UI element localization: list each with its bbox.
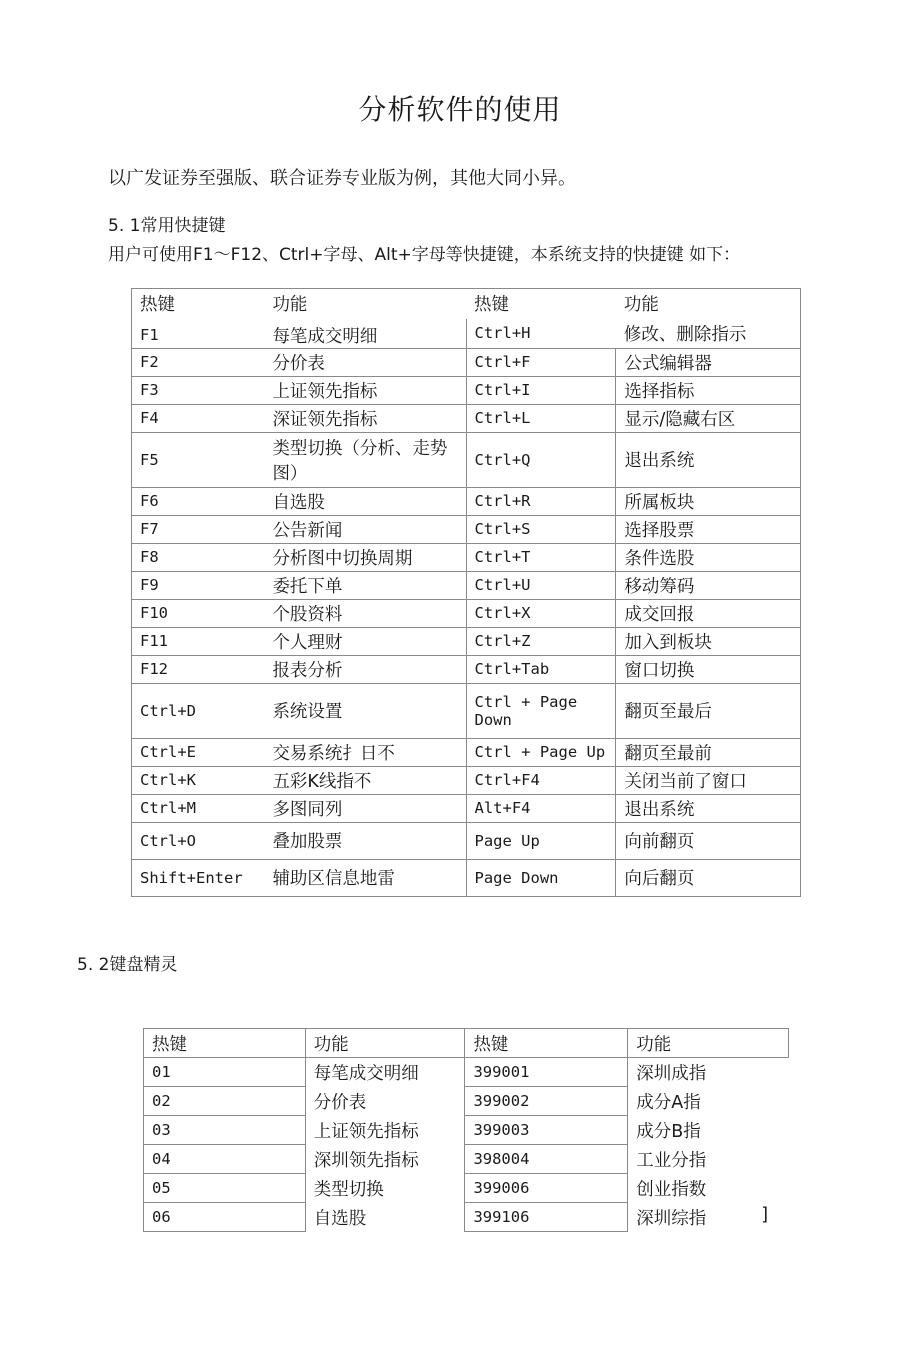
hotkey-key-cell: Ctrl+M — [132, 794, 265, 822]
wizard-cell-text: 深圳成指 — [636, 1063, 707, 1084]
hotkey-key-cell: F1 — [132, 319, 265, 349]
hotkey-function-cell: 个股资料 — [264, 599, 466, 627]
hotkey-key-cell: Ctrl+O — [132, 822, 265, 859]
hotkey-function-cell: 退出系统 — [616, 794, 801, 822]
hotkey-function-cell: 加入到板块 — [616, 627, 801, 655]
wizard-key-cell — [144, 1116, 306, 1145]
hotkey-table-row — [132, 319, 801, 349]
wizard-key-cell — [144, 1145, 306, 1174]
hotkey-function-cell: 交易系统扌日不 — [264, 738, 466, 766]
hotkey-function-cell: 深证领先指标 — [264, 404, 466, 432]
wizard-table-row — [144, 1203, 789, 1232]
hotkey-key-cell: F4 — [132, 404, 265, 432]
hotkey-function-cell: 系统设置 — [264, 683, 466, 738]
hotkey-header-cell: 热键 — [466, 289, 616, 319]
hotkey-key-cell: Ctrl+X — [466, 599, 616, 627]
hotkey-function-cell: 显示/隐藏右区 — [616, 404, 801, 432]
hotkey-function-cell: 报表分析 — [264, 655, 466, 683]
wizard-key-cell — [465, 1203, 628, 1232]
hotkey-table-row — [132, 404, 801, 432]
hotkey-table — [131, 288, 801, 897]
wizard-cell-text: 399002 — [473, 1092, 530, 1110]
hotkey-key-cell: Ctrl + Page Up — [466, 738, 616, 766]
hotkey-function-cell: 分析图中切换周期 — [264, 543, 466, 571]
hotkey-key-cell: Ctrl + Page Down — [466, 683, 616, 738]
hotkey-function-cell: 翻页至最后 — [616, 683, 801, 738]
hotkey-key-cell: Ctrl+E — [132, 738, 265, 766]
hotkey-table-row — [132, 543, 801, 571]
wizard-key-cell — [144, 1087, 306, 1116]
wizard-function-cell — [305, 1145, 465, 1174]
wizard-table-row — [144, 1058, 789, 1087]
hotkey-table-row — [132, 432, 801, 487]
wizard-cell-text: 深圳综指 — [636, 1208, 707, 1229]
hotkey-key-cell: F9 — [132, 571, 265, 599]
hotkey-key-cell: Ctrl+F4 — [466, 766, 616, 794]
hotkey-function-cell: 委托下单 — [264, 571, 466, 599]
wizard-cell-text: 05 — [152, 1179, 171, 1197]
hotkey-key-cell: Alt+F4 — [466, 794, 616, 822]
wizard-table-row — [144, 1174, 789, 1203]
hotkey-function-cell: 向前翻页 — [616, 822, 801, 859]
hotkey-function-cell: 翻页至最前 — [616, 738, 801, 766]
hotkey-key-cell: Ctrl+D — [132, 683, 265, 738]
hotkey-key-cell: Ctrl+Q — [466, 432, 616, 487]
hotkey-key-cell: Shift+Enter — [132, 859, 265, 896]
hotkey-key-cell: Ctrl+Z — [466, 627, 616, 655]
hotkey-key-cell: Ctrl+S — [466, 515, 616, 543]
wizard-key-cell — [144, 1058, 306, 1087]
wizard-table-header — [144, 1029, 789, 1058]
hotkey-table-row — [132, 487, 801, 515]
wizard-header-cell: 热键 — [144, 1029, 306, 1058]
wizard-cell-text: 类型切换 — [313, 1179, 384, 1200]
wizard-function-cell — [305, 1116, 465, 1145]
wizard-table-row — [144, 1087, 789, 1116]
wizard-cell-text: 上证领先指标 — [313, 1121, 419, 1142]
wizard-key-cell — [465, 1058, 628, 1087]
hotkey-key-cell: F6 — [132, 487, 265, 515]
wizard-key-cell — [144, 1203, 306, 1232]
wizard-cell-text: 分价表 — [313, 1092, 367, 1113]
wizard-function-cell — [628, 1174, 789, 1203]
intro-paragraph: 以广发证券至强版、联合证券专业版为例，其他大同小异。 — [108, 168, 576, 189]
hotkey-function-cell: 移动筹码 — [616, 571, 801, 599]
hotkey-key-cell: Ctrl+T — [466, 543, 616, 571]
wizard-cell-text: 01 — [152, 1063, 171, 1081]
wizard-table-row — [144, 1145, 789, 1174]
hotkey-function-cell: 选择指标 — [616, 376, 801, 404]
hotkey-function-cell: 条件选股 — [616, 543, 801, 571]
hotkey-key-cell: F5 — [132, 432, 265, 487]
wizard-key-cell — [465, 1145, 628, 1174]
wizard-cell-text: 03 — [152, 1121, 171, 1139]
hotkey-function-cell: 分价表 — [264, 348, 466, 376]
hotkey-key-cell: F10 — [132, 599, 265, 627]
hotkey-key-cell: F7 — [132, 515, 265, 543]
wizard-function-cell — [628, 1058, 789, 1087]
hotkey-key-cell: F12 — [132, 655, 265, 683]
hotkey-key-cell: F2 — [132, 348, 265, 376]
hotkey-function-cell: 上证领先指标 — [264, 376, 466, 404]
hotkey-function-cell: 多图同列 — [264, 794, 466, 822]
hotkey-function-cell: 窗口切换 — [616, 655, 801, 683]
wizard-header-cell: 功能 — [305, 1029, 465, 1058]
wizard-function-cell — [628, 1087, 789, 1116]
wizard-cell-text: 每笔成交明细 — [313, 1063, 419, 1084]
hotkey-function-cell: 类型切换（分析、走势图） — [264, 432, 466, 487]
section-2-heading: 5. 2键盘精灵 — [77, 955, 178, 975]
wizard-cell-text: 成分B指 — [636, 1121, 701, 1142]
hotkey-key-cell: Ctrl+R — [466, 487, 616, 515]
hotkey-function-cell: 所属板块 — [616, 487, 801, 515]
hotkey-function-cell: 成交回报 — [616, 599, 801, 627]
section-1-heading: 5. 1常用快捷键 — [108, 216, 226, 236]
wizard-cell-text: 成分A指 — [636, 1092, 701, 1113]
hotkey-key-cell: Ctrl+K — [132, 766, 265, 794]
page-title: 分析软件的使用 — [358, 93, 562, 126]
hotkey-function-cell: 关闭当前了窗口 — [616, 766, 801, 794]
hotkey-table-row — [132, 859, 801, 896]
hotkey-key-cell: F8 — [132, 543, 265, 571]
wizard-header-cell: 功能 — [628, 1029, 789, 1058]
hotkey-table-row — [132, 794, 801, 822]
hotkey-table-row — [132, 655, 801, 683]
hotkey-table-row — [132, 683, 801, 738]
hotkey-key-cell: F3 — [132, 376, 265, 404]
hotkey-table-row — [132, 348, 801, 376]
hotkey-key-cell: Ctrl+L — [466, 404, 616, 432]
wizard-cell-text: 自选股 — [313, 1208, 367, 1229]
hotkey-function-cell: 公式编辑器 — [616, 348, 801, 376]
hotkey-function-cell: 叠加股票 — [264, 822, 466, 859]
hotkey-function-cell: 五彩K线指不 — [264, 766, 466, 794]
hotkey-key-cell: Ctrl+F — [466, 348, 616, 376]
wizard-function-cell — [305, 1087, 465, 1116]
hotkey-function-cell: 每笔成交明细 — [264, 319, 466, 349]
hotkey-header-cell: 功能 — [264, 289, 466, 319]
wizard-header-cell: 热键 — [465, 1029, 628, 1058]
hotkey-key-cell: Ctrl+U — [466, 571, 616, 599]
hotkey-table-row — [132, 571, 801, 599]
wizard-table-row — [144, 1116, 789, 1145]
hotkey-key-cell: Ctrl+H — [466, 319, 616, 349]
hotkey-table-row — [132, 376, 801, 404]
wizard-cell-text: 399006 — [473, 1179, 530, 1197]
wizard-cell-text: 工业分指 — [636, 1150, 707, 1171]
hotkey-function-cell: 向后翻页 — [616, 859, 801, 896]
hotkey-key-cell: Ctrl+I — [466, 376, 616, 404]
hotkey-table-row — [132, 599, 801, 627]
wizard-function-cell — [628, 1116, 789, 1145]
wizard-cell-text: 398004 — [473, 1150, 530, 1168]
wizard-key-cell — [465, 1087, 628, 1116]
hotkey-function-cell: 个人理财 — [264, 627, 466, 655]
hotkey-function-cell: 公告新闻 — [264, 515, 466, 543]
wizard-key-cell — [465, 1174, 628, 1203]
hotkey-function-cell: 修改、删除指示 — [616, 319, 801, 349]
hotkey-header-cell: 功能 — [616, 289, 801, 319]
wizard-function-cell — [628, 1203, 789, 1232]
hotkey-key-cell: Page Down — [466, 859, 616, 896]
hotkey-table-row — [132, 766, 801, 794]
wizard-function-cell — [305, 1203, 465, 1232]
hotkey-table-row — [132, 822, 801, 859]
hotkey-key-cell: Page Up — [466, 822, 616, 859]
wizard-cell-text: 02 — [152, 1092, 171, 1110]
hotkey-function-cell: 自选股 — [264, 487, 466, 515]
wizard-cell-text: 创业指数 — [636, 1179, 707, 1200]
trailing-bracket-mark: ] — [759, 1204, 771, 1225]
wizard-function-cell — [305, 1058, 465, 1087]
hotkey-key-cell: Ctrl+Tab — [466, 655, 616, 683]
section-1-description: 用户可使用F1～F12、Ctrl+字母、Alt+字母等快捷键，本系统支持的快捷键 如下： — [108, 245, 741, 265]
hotkey-table-header — [132, 289, 801, 319]
hotkey-table-row — [132, 738, 801, 766]
hotkey-header-cell: 热键 — [132, 289, 265, 319]
wizard-cell-text: 399001 — [473, 1063, 530, 1081]
hotkey-table-row — [132, 515, 801, 543]
hotkey-function-cell: 辅助区信息地雷 — [264, 859, 466, 896]
wizard-key-cell — [144, 1174, 306, 1203]
wizard-function-cell — [305, 1174, 465, 1203]
wizard-function-cell — [628, 1145, 789, 1174]
wizard-key-cell — [465, 1116, 628, 1145]
hotkey-function-cell: 选择股票 — [616, 515, 801, 543]
hotkey-key-cell: F11 — [132, 627, 265, 655]
wizard-cell-text: 04 — [152, 1150, 171, 1168]
wizard-cell-text: 399003 — [473, 1121, 530, 1139]
wizard-cell-text: 06 — [152, 1208, 171, 1226]
wizard-cell-text: 399106 — [473, 1208, 530, 1226]
hotkey-table-row — [132, 627, 801, 655]
wizard-cell-text: 深圳领先指标 — [313, 1150, 419, 1171]
keyboard-wizard-table — [143, 1028, 789, 1232]
hotkey-function-cell: 退出系统 — [616, 432, 801, 487]
